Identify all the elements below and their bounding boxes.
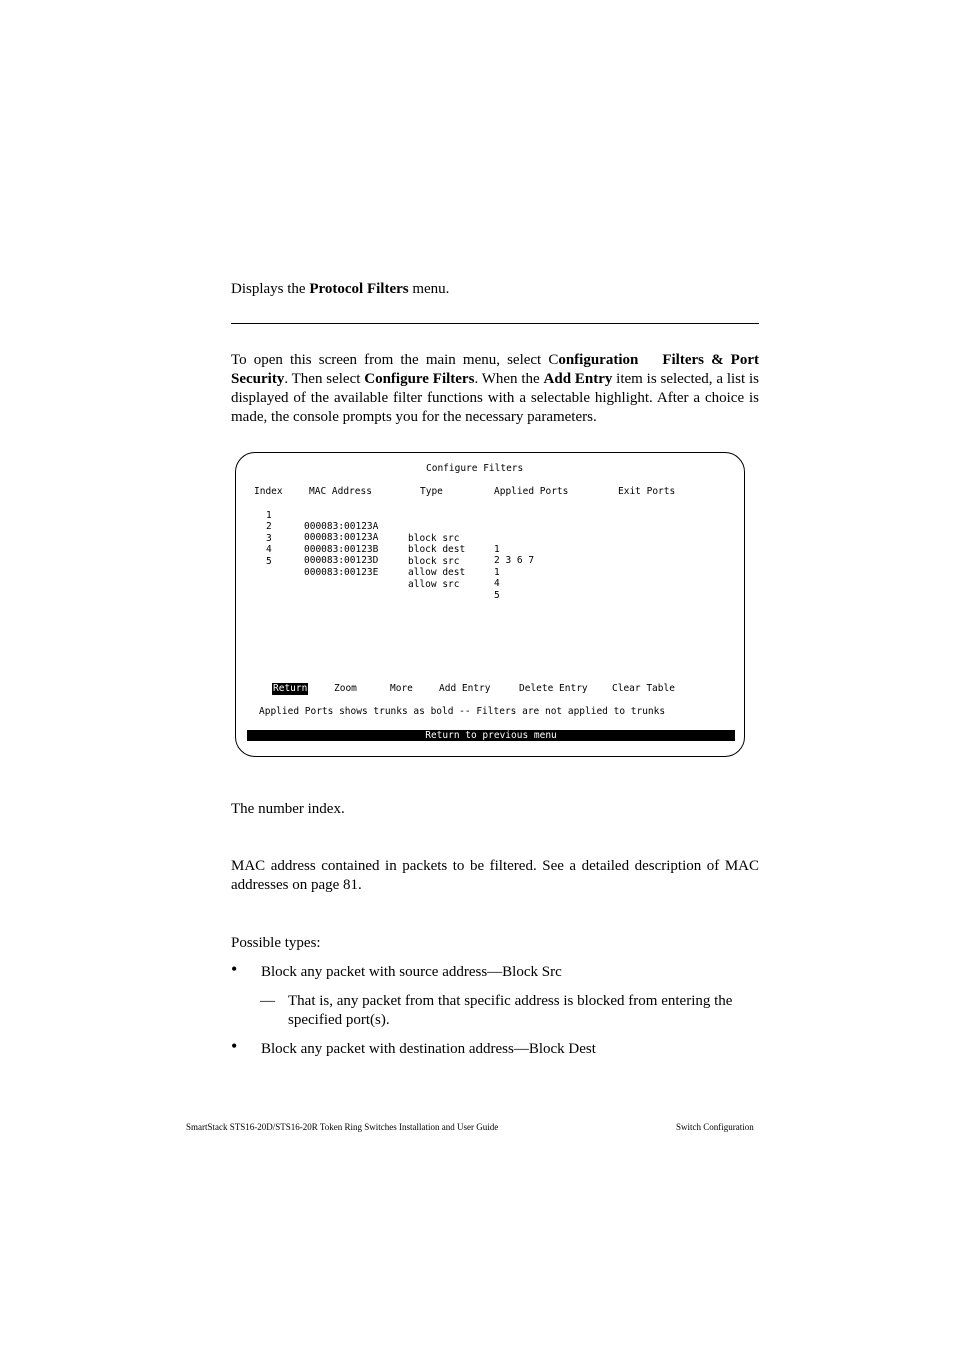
column-header-applied-ports: Applied Ports — [494, 486, 569, 497]
row-index: 4 — [266, 543, 272, 555]
zoom-button[interactable]: Zoom — [334, 683, 357, 694]
row-type: allow dest — [408, 566, 466, 578]
row-mac: 000083:00123B — [304, 544, 379, 555]
menu-path-configuration: onfiguration — [558, 352, 639, 368]
console-title: Configure Filters — [426, 463, 524, 474]
console-note: Applied Ports shows trunks as bold -- Filters are not applied to trunks — [259, 706, 666, 717]
row-type: block dest — [408, 543, 466, 555]
row-type: block src — [408, 555, 460, 567]
row-type: allow src — [408, 578, 460, 590]
menu-path-filters: Filters & Port Security — [231, 352, 759, 387]
column-header-mac: MAC Address — [309, 486, 372, 497]
row-ports: 5 — [494, 590, 500, 601]
row-mac: 000083:00123D — [304, 555, 379, 566]
intro-bold: Protocol Filters — [309, 281, 409, 297]
row-ports: 2 3 6 7 — [494, 555, 535, 566]
menu-path-configure-filters: Configure Filters — [364, 371, 475, 387]
row-type: block src — [408, 532, 460, 544]
mac-description: MAC address contained in packets to be filtered. See a detailed description of MAC addresses on page 81. — [231, 858, 759, 893]
row-ports: 1 — [494, 544, 500, 555]
row-index: 3 — [266, 532, 272, 544]
row-mac: 000083:00123A — [304, 521, 379, 532]
column-header-index: Index — [254, 486, 283, 497]
column-header-exit-ports: Exit Ports — [618, 486, 676, 497]
column-header-type: Type — [420, 486, 443, 497]
dash-icon: — — [260, 993, 275, 1009]
delete-entry-button[interactable]: Delete Entry — [519, 683, 588, 694]
open-text-3: . When the — [474, 371, 544, 387]
row-index: 5 — [266, 555, 272, 567]
add-entry-button[interactable]: Add Entry — [439, 683, 491, 694]
intro-prefix: Displays the — [231, 281, 310, 297]
bullet-icon: • — [231, 959, 238, 979]
section-divider — [231, 323, 759, 324]
clear-table-button[interactable]: Clear Table — [612, 683, 675, 694]
open-text-1: To open this screen from the main menu, select C — [231, 352, 559, 368]
index-description: The number index. — [231, 801, 345, 817]
footer-section: Switch Configuration — [676, 1122, 754, 1132]
bullet-block-dest: Block any packet with destination address—Block Dest — [261, 1041, 596, 1057]
menu-path-add-entry: Add Entry — [543, 371, 613, 387]
row-index: 2 — [266, 520, 272, 532]
row-ports: 1 — [494, 567, 500, 578]
types-heading: Possible types: — [231, 935, 321, 951]
status-text: Return to previous menu — [425, 730, 557, 741]
intro-suffix: menu. — [408, 281, 450, 297]
footer-title: SmartStack STS16-20D/STS16-20R Token Ring Switches Installation and User Guide — [186, 1122, 499, 1132]
row-mac: 000083:00123E — [304, 567, 379, 578]
row-index: 1 — [266, 509, 272, 521]
more-button[interactable]: More — [390, 683, 413, 694]
bullet-block-src: Block any packet with source address—Block Src — [261, 964, 562, 980]
intro-text — [231, 280, 449, 299]
open-instructions — [231, 351, 759, 427]
bullet-icon: • — [231, 1036, 238, 1056]
return-button[interactable]: Return — [273, 683, 308, 694]
row-ports: 4 — [494, 578, 500, 589]
open-text-4: item is selected, a list is displayed of the available filter functions with a selectable highlight. After a choice is made, the console prompts you for the necessary parameters. — [231, 371, 759, 425]
sub-item-block-src: That is, any packet from that specific address is blocked from entering the specified port(s). — [288, 993, 733, 1028]
row-mac: 000083:00123A — [304, 532, 379, 543]
open-text-2: . Then select — [284, 371, 365, 387]
